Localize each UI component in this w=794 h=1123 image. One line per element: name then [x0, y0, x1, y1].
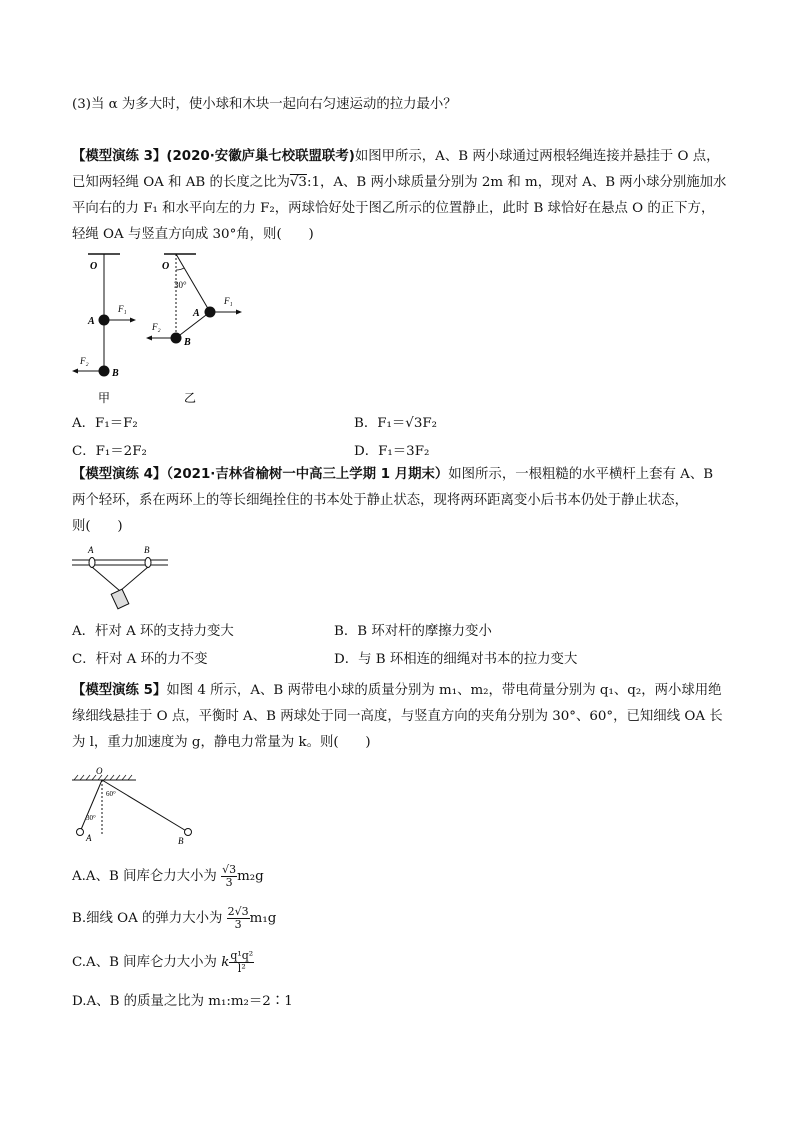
exercise-3-line-3: 平向右的力 F₁ 和水平向左的力 F₂，两球恰好处于图乙所示的位置静止，此时 B 球恰好在悬点 O 的正下方， — [72, 201, 715, 216]
exercise-3-option-d[interactable]: D．F₁＝3F₂ — [354, 444, 430, 459]
option-c-numerator: q¹q² — [230, 949, 254, 962]
option-b-denominator: 3 — [234, 918, 242, 931]
option-c-k: k — [221, 955, 230, 970]
option-b-suffix: m₁g — [249, 911, 277, 926]
label-30-right: 30° — [174, 280, 187, 290]
sqrt3-ratio: √3 — [289, 175, 307, 190]
exercise-3-line-1 — [72, 148, 719, 166]
option-a-denominator: 3 — [225, 876, 233, 889]
label-f2-right: F₂ — [152, 322, 161, 332]
arrow-f2-right — [146, 336, 152, 341]
exercise-3-line-2 — [72, 174, 726, 192]
question-3: (3)当 α 为多大时，使小球和木块一起向右匀速运动的拉力最小？ — [72, 97, 457, 112]
label-o-left: O — [90, 261, 98, 272]
exercise-5-option-c[interactable] — [72, 950, 254, 975]
option-b-fraction — [227, 906, 250, 931]
arrow-f1-left — [130, 318, 136, 323]
label-o-right: O — [162, 261, 170, 272]
ring-a — [89, 558, 95, 568]
exercise-3-text-2c: :1，A、B 两小球质量分别为 2m 和 m，现对 A、B 两小球分别施加水 — [306, 175, 727, 190]
string-b — [120, 567, 148, 591]
exercise-3-text-2a: 已知两轻绳 OA 和 AB 的长度之比为 — [72, 175, 290, 190]
label-a-right: A — [193, 308, 200, 319]
arrow-f1-right — [236, 310, 242, 315]
label-b-right: B — [184, 337, 191, 348]
exercise-3-figure — [60, 250, 260, 405]
angle-arc — [176, 268, 184, 270]
label-o: O — [96, 766, 103, 776]
exercise-3-text-1: 如图甲所示，A、B 两小球通过两根轻绳连接并悬挂于 O 点， — [354, 149, 720, 164]
label-f1-right: F₁ — [224, 296, 233, 306]
exercise-4-option-c[interactable]: C．杆对 A 环的力不变 — [72, 652, 208, 667]
option-b-text: B.细线 OA 的弹力大小为 — [72, 911, 223, 926]
ring-b — [145, 558, 151, 568]
option-c-denominator: l² — [237, 962, 246, 975]
exercise-5-text-1: 如图 4 所示，A、B 两带电小球的质量分别为 m₁、m₂，带电荷量分别为 q₁、q₂，两小球用绝 — [166, 683, 722, 698]
label-30: 30° — [86, 814, 96, 822]
exercise-3-line-4: 轻绳 OA 与竖直方向成 30°角，则( ) — [72, 227, 314, 242]
exercise-4-source: （2021·吉林省榆树一中高三上学期 1 月期末） — [166, 467, 449, 482]
ball-b — [185, 829, 192, 836]
label-a-left: A — [88, 316, 95, 327]
exercise-3-option-c[interactable]: C．F₁＝2F₂ — [72, 444, 147, 459]
string-a — [92, 567, 120, 591]
exercise-5-line-1 — [72, 682, 722, 700]
exercise-4-line-1 — [72, 466, 713, 484]
exercise-5-figure — [66, 766, 206, 846]
label-b: B — [178, 836, 184, 846]
exercise-3-source: (2020·安徽庐巢七校联盟联考) — [166, 149, 355, 164]
string-oa — [80, 780, 102, 832]
exercise-4-text-1: 如图所示，一根粗糙的水平横杆上套有 A、B — [448, 467, 714, 482]
label-60: 60° — [106, 790, 116, 798]
book — [111, 589, 129, 609]
exercise-5-option-d[interactable]: D.A、B 的质量之比为 m₁:m₂＝2∶1 — [72, 994, 293, 1009]
exercise-5-option-b[interactable] — [72, 906, 276, 931]
exercise-3-option-a[interactable]: A．F₁＝F₂ — [72, 416, 138, 431]
label-ring-b: B — [144, 545, 150, 555]
label-f2-left: F₂ — [80, 356, 89, 366]
exercise-4-option-b[interactable]: B．B 环对杆的摩擦力变小 — [334, 624, 492, 639]
option-a-numerator: √3 — [222, 863, 237, 876]
option-c-text: C.A、B 间库仑力大小为 — [72, 955, 217, 970]
string-ob — [102, 780, 188, 832]
arrow-f2-left — [72, 369, 78, 374]
exercise-5-line-2: 缘细线悬挂于 O 点，平衡时 A、B 两球处于同一高度，与竖直方向的夹角分别为 30°、60°，已知细线 OA 长 — [72, 709, 723, 724]
option-a-suffix: m₂g — [237, 869, 264, 884]
exercise-3-tag: 【模型演练 3】 — [72, 149, 167, 164]
option-b-numerator: 2√3 — [227, 905, 249, 918]
exercise-3-option-b[interactable]: B．F₁＝√3F₂ — [354, 416, 437, 431]
exercise-4-line-2: 两个轻环，系在两环上的等长细绳拴住的书本处于静止状态，现将两环距离变小后书本仍处于静止状态， — [72, 493, 688, 508]
exercise-5-line-3: 为 l，重力加速度为 g，静电力常量为 k。则( ) — [72, 735, 371, 750]
ceiling-hatch — [74, 775, 132, 780]
option-a-text: A.A、B 间库仑力大小为 — [72, 869, 217, 884]
exercise-5-tag: 【模型演练 5】 — [72, 683, 167, 698]
label-b-left: B — [112, 368, 119, 379]
option-a-fraction — [221, 864, 237, 889]
option-c-fraction — [229, 950, 254, 975]
exercise-5-option-a[interactable] — [72, 864, 264, 889]
exercise-4-option-a[interactable]: A．杆对 A 环的支持力变大 — [72, 624, 234, 639]
exercise-4-option-d[interactable]: D．与 B 环相连的细绳对书本的拉力变大 — [334, 652, 578, 667]
label-a: A — [86, 833, 92, 843]
exercise-4-line-3: 则( ) — [72, 519, 123, 534]
ball-a — [77, 829, 84, 836]
exercise-4-tag: 【模型演练 4】 — [72, 467, 167, 482]
caption-jia: 甲 — [98, 391, 111, 405]
label-ring-a: A — [88, 545, 94, 555]
exercise-4-figure — [70, 543, 170, 613]
label-f1-left: F₁ — [118, 304, 127, 314]
caption-yi: 乙 — [184, 391, 197, 405]
